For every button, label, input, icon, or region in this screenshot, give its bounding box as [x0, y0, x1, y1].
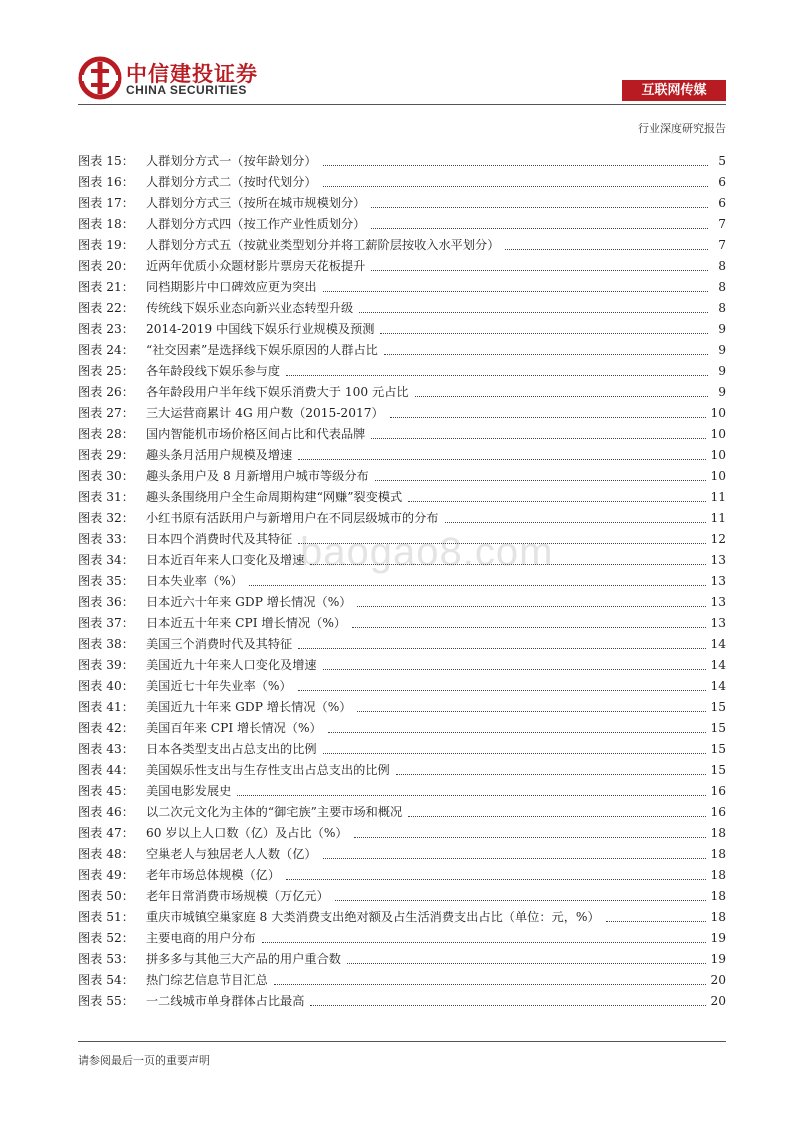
- toc-dot-leader: [323, 858, 707, 859]
- brand-name-en: CHINA SECURITIES: [126, 83, 247, 97]
- toc-page-number: 18: [710, 910, 726, 924]
- toc-page-number: 8: [718, 280, 726, 294]
- toc-entry[interactable]: [78, 589, 726, 610]
- toc-page-number: 20: [710, 973, 726, 987]
- toc-page-number: 9: [718, 364, 726, 378]
- toc-dot-leader: [286, 375, 708, 376]
- toc-entry[interactable]: [78, 337, 726, 358]
- toc-dot-leader: [286, 879, 706, 880]
- toc-dot-leader: [384, 354, 708, 355]
- toc-figure-label: 图表 26：: [78, 385, 134, 399]
- toc-dot-leader: [335, 900, 707, 901]
- toc-entry[interactable]: [78, 190, 726, 211]
- toc-figure-title: 2014-2019 中国线下娱乐行业规模及预测: [146, 322, 375, 336]
- toc-figure-title: 空巢老人与独居老人人数（亿）: [146, 847, 317, 861]
- toc-dot-leader: [310, 564, 706, 565]
- toc-dot-leader: [323, 186, 708, 187]
- toc-figure-title: 美国近九十年来人口变化及增速: [146, 658, 317, 672]
- toc-figure-label: 图表 42：: [78, 721, 134, 735]
- toc-dot-leader: [396, 774, 707, 775]
- toc-page-number: 14: [710, 658, 726, 672]
- toc-page-number: 13: [710, 616, 726, 630]
- toc-page-number: 19: [710, 952, 726, 966]
- footer-divider: [78, 1041, 726, 1042]
- toc-entry[interactable]: [78, 610, 726, 631]
- toc-figure-label: 图表 23：: [78, 322, 134, 336]
- toc-page-number: 9: [718, 343, 726, 357]
- toc-dot-leader: [371, 207, 708, 208]
- toc-entry[interactable]: [78, 631, 726, 652]
- toc-entry[interactable]: [78, 883, 726, 904]
- toc-figure-label: 图表 51：: [78, 910, 134, 924]
- toc-figure-label: 图表 15：: [78, 154, 134, 168]
- toc-page-number: 20: [710, 994, 726, 1008]
- toc-entry[interactable]: [78, 253, 726, 274]
- toc-page-number: 16: [710, 784, 726, 798]
- toc-dot-leader: [298, 690, 707, 691]
- toc-entry[interactable]: [78, 421, 726, 442]
- toc-entry[interactable]: [78, 967, 726, 988]
- toc-figure-label: 图表 27：: [78, 406, 134, 420]
- toc-figure-title: 美国近九十年来 GDP 增长情况（%）: [146, 700, 352, 714]
- toc-dot-leader: [328, 732, 707, 733]
- toc-entry[interactable]: [78, 841, 726, 862]
- toc-figure-label: 图表 53：: [78, 952, 134, 966]
- toc-figure-title: 美国三个消费时代及其特征: [146, 637, 293, 651]
- toc-dot-leader: [390, 417, 707, 418]
- toc-entry[interactable]: [78, 211, 726, 232]
- toc-page-number: 5: [718, 154, 726, 168]
- toc-figure-label: 图表 34：: [78, 553, 134, 567]
- report-type: 行业深度研究报告: [638, 122, 726, 135]
- toc-page-number: 9: [718, 385, 726, 399]
- toc-figure-label: 图表 25：: [78, 364, 134, 378]
- toc-page-number: 11: [710, 511, 726, 525]
- toc-entry[interactable]: [78, 484, 726, 505]
- toc-figure-label: 图表 21：: [78, 280, 134, 294]
- toc-figure-title: 美国电影发展史: [146, 784, 232, 798]
- toc-figure-label: 图表 55：: [78, 994, 134, 1008]
- toc-dot-leader: [298, 543, 706, 544]
- toc-figure-label: 图表 24：: [78, 343, 134, 357]
- toc-dot-leader: [606, 921, 707, 922]
- toc-page-number: 19: [710, 931, 726, 945]
- toc-figure-title: 日本近五十年来 CPI 增长情况（%）: [146, 616, 347, 630]
- toc-page-number: 12: [710, 532, 726, 546]
- toc-figure-title: 美国近七十年失业率（%）: [146, 679, 292, 693]
- toc-entry[interactable]: [78, 358, 726, 379]
- toc-figure-title: 老年日常消费市场规模（万亿元）: [146, 889, 329, 903]
- toc-dot-leader: [323, 291, 708, 292]
- toc-dot-leader: [357, 711, 706, 712]
- toc-figure-title: 日本四个消费时代及其特征: [146, 532, 293, 546]
- toc-entry[interactable]: [78, 673, 726, 694]
- toc-entry[interactable]: [78, 799, 726, 820]
- toc-figure-title: 美国百年来 CPI 增长情况（%）: [146, 721, 322, 735]
- toc-page-number: 10: [710, 427, 726, 441]
- toc-page-number: 11: [710, 490, 726, 504]
- toc-page-number: 10: [710, 406, 726, 420]
- toc-entry[interactable]: [78, 400, 726, 421]
- toc-entry[interactable]: [78, 568, 726, 589]
- toc-entry[interactable]: [78, 757, 726, 778]
- toc-figure-label: 图表 47：: [78, 826, 134, 840]
- toc-figure-label: 图表 54：: [78, 973, 134, 987]
- toc-figure-label: 图表 33：: [78, 532, 134, 546]
- toc-dot-leader: [298, 459, 706, 460]
- toc-figure-title: 一二线城市单身群体占比最高: [146, 994, 305, 1008]
- toc-figure-label: 图表 46：: [78, 805, 134, 819]
- toc-figure-label: 图表 37：: [78, 616, 134, 630]
- toc-page-number: 18: [710, 826, 726, 840]
- toc-figure-title: 日本失业率（%）: [146, 574, 243, 588]
- toc-figure-title: 小红书原有活跃用户与新增用户在不同层级城市的分布: [146, 511, 439, 525]
- toc-dot-leader: [359, 312, 708, 313]
- toc-figure-title: 60 岁以上人口数（亿）及占比（%）: [146, 826, 348, 840]
- toc-entry[interactable]: [78, 463, 726, 484]
- toc-figure-label: 图表 44：: [78, 763, 134, 777]
- toc-entry[interactable]: [78, 379, 726, 400]
- toc-dot-leader: [323, 753, 707, 754]
- toc-figure-label: 图表 39：: [78, 658, 134, 672]
- toc-figure-label: 图表 16：: [78, 175, 134, 189]
- toc-dot-leader: [262, 942, 707, 943]
- toc-page-number: 15: [710, 700, 726, 714]
- toc-figure-title: 日本近百年来人口变化及增速: [146, 553, 305, 567]
- toc-entry[interactable]: [78, 274, 726, 295]
- toc-figure-label: 图表 36：: [78, 595, 134, 609]
- toc-dot-leader: [357, 606, 706, 607]
- toc-figure-label: 图表 45：: [78, 784, 134, 798]
- toc-entry[interactable]: [78, 232, 726, 253]
- toc-dot-leader: [298, 648, 706, 649]
- toc-entry[interactable]: [78, 778, 726, 799]
- toc-figure-label: 图表 38：: [78, 637, 134, 651]
- toc-dot-leader: [323, 669, 707, 670]
- toc-figure-title: “社交因素”是选择线下娱乐原因的人群占比: [146, 343, 378, 357]
- toc-figure-label: 图表 18：: [78, 217, 134, 231]
- toc-figure-label: 图表 48：: [78, 847, 134, 861]
- toc-dot-leader: [274, 984, 707, 985]
- toc-page-number: 13: [710, 574, 726, 588]
- toc-entry[interactable]: [78, 316, 726, 337]
- toc-dot-leader: [323, 165, 708, 166]
- toc-figure-label: 图表 29：: [78, 448, 134, 462]
- toc-page-number: 15: [710, 742, 726, 756]
- toc-page-number: 10: [710, 448, 726, 462]
- toc-figure-title: 日本各类型支出占总支出的比例: [146, 742, 317, 756]
- toc-page-number: 7: [718, 238, 726, 252]
- toc-page-number: 6: [718, 196, 726, 210]
- disclaimer-note: 请参阅最后一页的重要声明: [78, 1054, 210, 1067]
- toc-figure-title: 人群划分方式四（按工作产业性质划分）: [146, 217, 366, 231]
- toc-page-number: 6: [718, 175, 726, 189]
- toc-page-number: 8: [718, 301, 726, 315]
- toc-dot-leader: [249, 585, 707, 586]
- toc-entry[interactable]: [78, 925, 726, 946]
- toc-figure-label: 图表 40：: [78, 679, 134, 693]
- sector-tag: 互联网传媒: [622, 80, 726, 101]
- toc-figure-title: 以二次元文化为主体的“御宅族”主要市场和概况: [146, 805, 403, 819]
- toc-figure-label: 图表 28：: [78, 427, 134, 441]
- toc-figure-title: 重庆市城镇空巢家庭 8 大类消费支出绝对额及占生活消费支出占比（单位：元，%）: [146, 910, 600, 924]
- toc-figure-title: 日本近六十年来 GDP 增长情况（%）: [146, 595, 352, 609]
- toc-figure-label: 图表 41：: [78, 700, 134, 714]
- toc-figure-label: 图表 50：: [78, 889, 134, 903]
- toc-entry[interactable]: [78, 652, 726, 673]
- toc-figure-title: 各年龄段线下娱乐参与度: [146, 364, 281, 378]
- toc-figure-title: 人群划分方式五（按就业类型划分并将工薪阶层按收入水平划分）: [146, 238, 500, 252]
- toc-figure-label: 图表 17：: [78, 196, 134, 210]
- toc-figure-title: 老年市场总体规模（亿）: [146, 868, 281, 882]
- toc-page-number: 18: [710, 868, 726, 882]
- toc-figure-title: 各年龄段用户半年线下娱乐消费大于 100 元占比: [146, 385, 409, 399]
- toc-page-number: 15: [710, 763, 726, 777]
- toc-dot-leader: [371, 228, 708, 229]
- toc-entry[interactable]: [78, 169, 726, 190]
- header-divider: [78, 104, 726, 105]
- toc-entry[interactable]: [78, 148, 726, 169]
- toc-page-number: 10: [710, 469, 726, 483]
- toc-dot-leader: [347, 963, 706, 964]
- toc-figure-label: 图表 32：: [78, 511, 134, 525]
- toc-page-number: 13: [710, 595, 726, 609]
- toc-figure-title: 人群划分方式三（按所在城市规模划分）: [146, 196, 366, 210]
- toc-figure-label: 图表 43：: [78, 742, 134, 756]
- toc-figure-title: 趣头条用户及 8 月新增用户城市等级分布: [146, 469, 369, 483]
- toc-entry[interactable]: [78, 820, 726, 841]
- toc-entry[interactable]: [78, 505, 726, 526]
- toc-page-number: 15: [710, 721, 726, 735]
- toc-figure-label: 图表 49：: [78, 868, 134, 882]
- toc-entry[interactable]: [78, 295, 726, 316]
- toc-figure-label: 图表 31：: [78, 490, 134, 504]
- toc-page-number: 7: [718, 217, 726, 231]
- toc-entry[interactable]: [78, 526, 726, 547]
- toc-dot-leader: [408, 501, 706, 502]
- toc-figure-title: 三大运营商累计 4G 用户数（2015-2017）: [146, 406, 384, 420]
- toc-figure-title: 人群划分方式二（按时代划分）: [146, 175, 317, 189]
- toc-entry[interactable]: [78, 862, 726, 883]
- toc-page-number: 14: [710, 679, 726, 693]
- toc-dot-leader: [352, 627, 706, 628]
- toc-figure-title: 人群划分方式一（按年龄划分）: [146, 154, 317, 168]
- toc-figure-title: 热门综艺信息节目汇总: [146, 973, 268, 987]
- toc-dot-leader: [415, 396, 708, 397]
- toc-figure-title: 拼多多与其他三大产品的用户重合数: [146, 952, 341, 966]
- toc-figure-title: 主要电商的用户分布: [146, 931, 256, 945]
- brand-name-cn: 中信建投证券: [126, 62, 258, 86]
- toc-page-number: 14: [710, 637, 726, 651]
- citic-logo-icon: [78, 56, 122, 100]
- toc-figure-label: 图表 30：: [78, 469, 134, 483]
- toc-dot-leader: [371, 270, 708, 271]
- toc-entry[interactable]: [78, 946, 726, 967]
- toc-figure-title: 近两年优质小众题材影片票房天花板提升: [146, 259, 366, 273]
- toc-entry[interactable]: [78, 715, 726, 736]
- toc-dot-leader: [371, 438, 706, 439]
- toc-page-number: 9: [718, 322, 726, 336]
- page-header: [0, 0, 800, 135]
- toc-figure-label: 图表 20：: [78, 259, 134, 273]
- toc-dot-leader: [310, 1005, 706, 1006]
- toc-figure-label: 图表 22：: [78, 301, 134, 315]
- toc-dot-leader: [505, 249, 708, 250]
- toc-figure-label: 图表 19：: [78, 238, 134, 252]
- toc-dot-leader: [445, 522, 707, 523]
- toc-figure-title: 美国娱乐性支出与生存性支出占总支出的比例: [146, 763, 390, 777]
- toc-page-number: 8: [718, 259, 726, 273]
- toc-figure-title: 国内智能机市场价格区间占比和代表品牌: [146, 427, 366, 441]
- toc-entry[interactable]: [78, 547, 726, 568]
- toc-entry[interactable]: [78, 988, 726, 1009]
- toc-entry[interactable]: [78, 442, 726, 463]
- toc-figure-title: 趣头条月活用户规模及增速: [146, 448, 293, 462]
- toc-dot-leader: [408, 816, 706, 817]
- company-logo: [78, 56, 258, 102]
- toc-entry[interactable]: [78, 904, 726, 925]
- toc-figure-label: 图表 52：: [78, 931, 134, 945]
- toc-entry[interactable]: [78, 736, 726, 757]
- toc-dot-leader: [354, 837, 707, 838]
- toc-dot-leader: [375, 480, 707, 481]
- toc-dot-leader: [237, 795, 706, 796]
- toc-dot-leader: [380, 333, 708, 334]
- toc-page-number: 16: [710, 805, 726, 819]
- toc-page-number: 13: [710, 553, 726, 567]
- toc-page-number: 18: [710, 889, 726, 903]
- toc-page-number: 18: [710, 847, 726, 861]
- toc-entry[interactable]: [78, 694, 726, 715]
- toc-figure-label: 图表 35：: [78, 574, 134, 588]
- toc-figure-title: 趣头条围绕用户全生命周期构建“网赚”裂变模式: [146, 490, 403, 504]
- toc-figure-title: 传统线下娱乐业态向新兴业态转型升级: [146, 301, 354, 315]
- toc-figure-title: 同档期影片中口碑效应更为突出: [146, 280, 317, 294]
- watermark: baogao8.com: [300, 530, 554, 574]
- table-of-figures: [78, 148, 726, 1009]
